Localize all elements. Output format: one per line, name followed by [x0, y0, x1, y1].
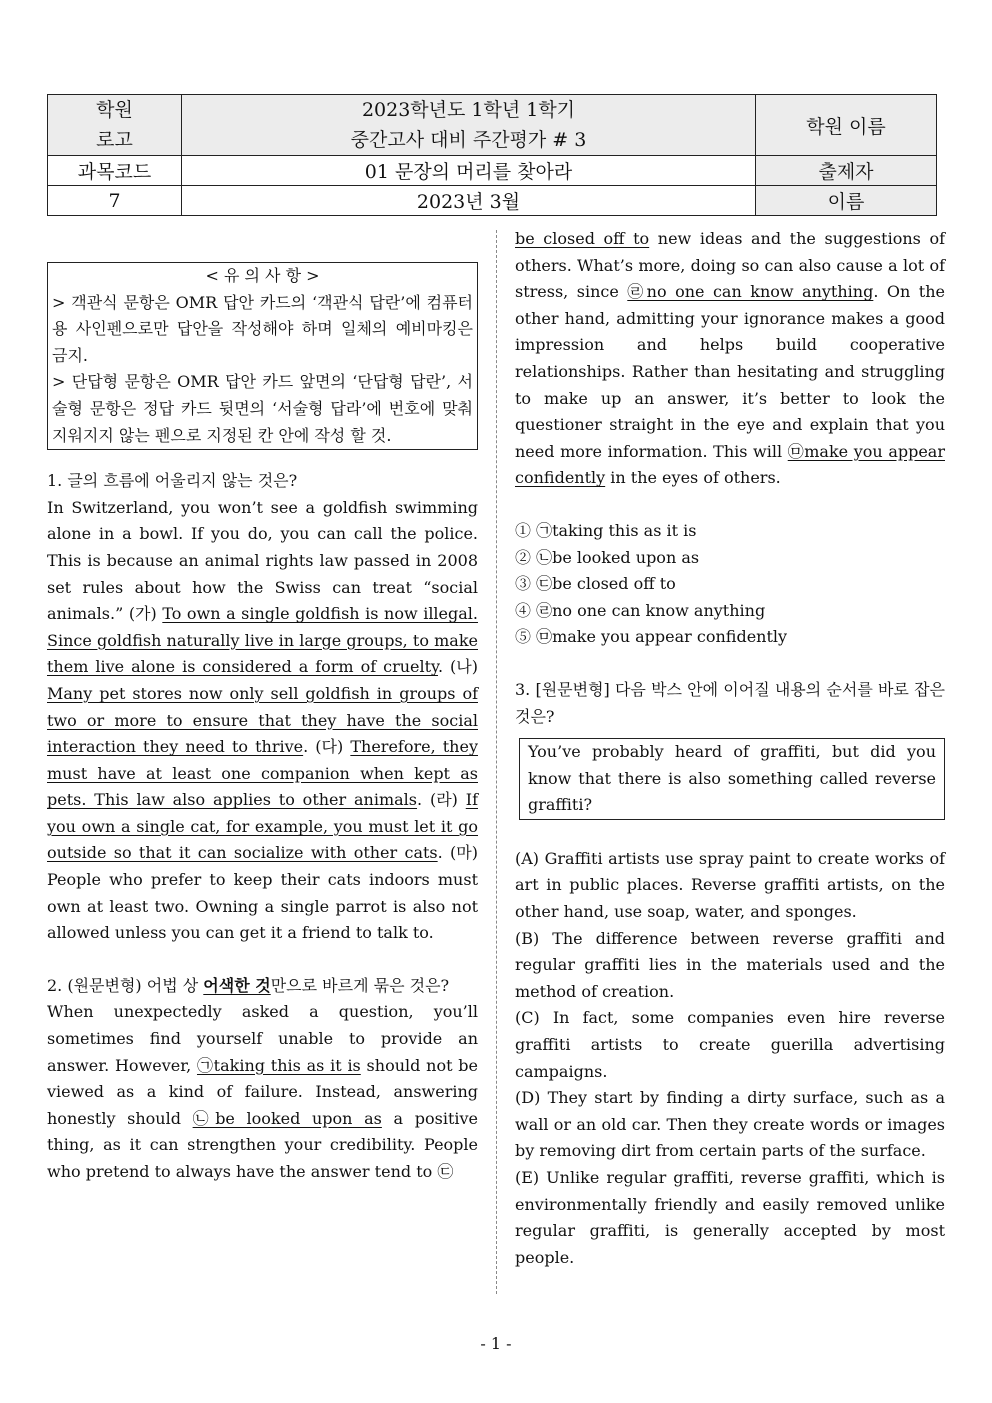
paragraph-d: (D) They start by finding a dirty surface, such as a wall or an old car. Then they create words or images by removing dirt from certain parts of the surface. [515, 1088, 945, 1161]
question-2-choices [515, 518, 945, 651]
author-label: 출제자 [756, 156, 937, 186]
question-3-prompt: 3. [원문변형] 다음 박스 안에 이어질 내용의 순서를 바로 잡은 것은? [515, 679, 945, 726]
exam-date: 2023년 3월 [182, 186, 756, 216]
choice-3: ③ ㉢be closed off to [515, 574, 676, 594]
choice-5: ⑤ ㉤make you appear confidently [515, 627, 788, 647]
academy-logo: 학원 로고 [48, 95, 182, 156]
left-column [47, 230, 478, 1186]
notice-box [47, 262, 478, 450]
column-divider [496, 230, 497, 1294]
question-1 [47, 468, 478, 947]
question-2-passage-part1: When unexpectedly asked a question, you’ll sometimes find yourself unable to provide an answer. However, ㉠taking this as it is should not be viewed as a kind of failure. Instead, answering honestly should ㉡be looked upon as a positive thing, as it can strengthen your credibility. People who pretend to always have the answer tend to ㉢ [47, 1002, 478, 1181]
question-2-passage-part2: be closed off to new ideas and the suggestions of others. What’s more, doing so can also cause a lot of stress, since ㉣no one can know anything. On the other hand, admitting your ignorance makes a good impression and helps build cooperative relationships. Rather than hesitating and struggling to make up an answer, it’s better to look the questioner straight in the eye and explain that you need more information. This will ㉤make you appear confidently in the eyes of others. [515, 229, 945, 488]
student-name-label: 이름 [756, 186, 937, 216]
question-3-box: You’ve probably heard of graffiti, but did you know that there is also something called reverse graffiti? [519, 738, 945, 820]
academy-name: 학원 이름 [756, 95, 937, 156]
question-1-passage: In Switzerland, you won’t see a goldfish swimming alone in a bowl. If you do, you can call the police. This is because an animal rights law passed in 2008 set rules about how the Swiss can treat “social animals.” (가) To own a single goldfish is now illegal. Since goldfish naturally live in large groups, to make them live alone is considered a form of cruelty. (나) Many pet stores now only sell goldfish in groups of two or more to ensure that they have the social interaction they need to thrive. (다) Therefore, they must have at least one companion when kept as pets. This law also applies to other animals. (라) If you own a single cat, for example, you must let it go outside so that it can socialize with other cats. (마) People who prefer to keep their cats indoors must own at least two. Owning a single parrot is also not allowed unless you can get it a friend to talk to. [47, 497, 479, 943]
right-column [515, 226, 945, 1271]
paragraph-b: (B) The difference between reverse graffiti and regular graffiti lies in the materials used and the method of creation. [515, 928, 945, 1001]
exam-title: 2023학년도 1학년 1학기 중간고사 대비 주간평가 # 3 [182, 95, 756, 156]
question-1-prompt: 1. 글의 흐름에 어울리지 않는 것은? [47, 471, 298, 491]
paragraph-a: (A) Graffiti artists use spray paint to create works of art in public places. Reverse graffiti artists, on the other hand, use soap, water, and sponges. [515, 848, 945, 922]
subject-code-label: 과목코드 [48, 156, 182, 186]
subject-code: 7 [48, 186, 182, 216]
notice-title: < 유 의 사 항 > [205, 266, 320, 285]
page-number: - 1 - [480, 1334, 512, 1353]
subject-title: 01 문장의 머리를 찾아라 [182, 156, 756, 186]
exam-header [47, 94, 937, 216]
notice-item: > 객관식 문항은 OMR 답안 카드의 ‘객관식 답란’에 컴퓨터용 사인펜으로만 답안을 작성해야 하며 일체의 예비마킹은 금지. [52, 292, 473, 365]
choice-4: ④ ㉣no one can know anything [515, 600, 766, 620]
paragraph-e: (E) Unlike regular graffiti, reverse graffiti, which is environmentally friendly and easily removed unlike regular graffiti, is generally accepted by most people. [515, 1168, 945, 1267]
question-3 [515, 677, 945, 1271]
question-2 [47, 973, 478, 1186]
paragraph-c: (C) In fact, some companies even hire reverse graffiti artists to create guerilla advertising campaigns. [515, 1008, 945, 1081]
choice-1: ① ㉠taking this as it is [515, 520, 697, 540]
notice-item: > 단답형 문항은 OMR 답안 카드 앞면의 ‘단답형 답란’, 서술형 문항은 정답 카드 뒷면의 ‘서술형 답라’에 번호에 맞춰 지워지지 않는 펜으로 지정된 칸 안에 작성 할 것. [52, 372, 473, 445]
choice-2: ② ㉡be looked upon as [515, 547, 700, 567]
question-2-prompt: 2. (원문변형) 어법 상 어색한 것만으로 바르게 묶은 것은? [47, 975, 450, 995]
